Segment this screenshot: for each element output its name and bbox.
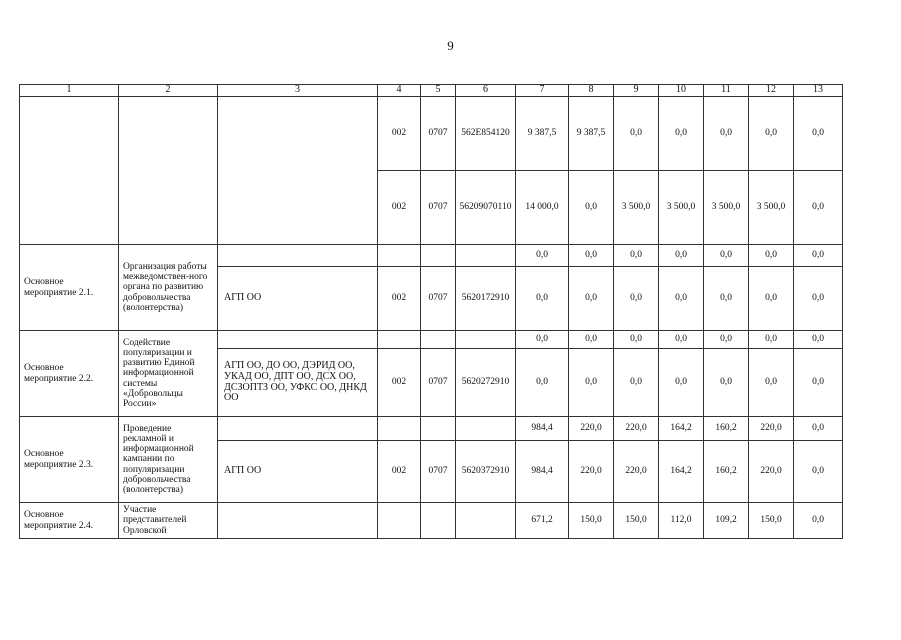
value-cell: 164,2 [659,441,704,503]
value-cell: 112,0 [659,503,704,539]
value-cell: 220,0 [569,417,614,441]
rz-cell: 0707 [421,267,456,331]
column-header: 4 [378,85,421,97]
empty-cell [421,417,456,441]
page-number: 9 [447,38,454,53]
value-cell: 0,0 [794,417,843,441]
empty-cell [378,417,421,441]
value-cell: 0,0 [659,331,704,349]
value-cell: 0,0 [659,267,704,331]
measure-description: Проведение рекламной и информационной кампании по популяризации добровольчества (волонтерства) [119,417,218,503]
column-header: 11 [704,85,749,97]
column-header: 9 [614,85,659,97]
value-cell: 150,0 [614,503,659,539]
value-cell: 984,4 [516,417,569,441]
value-cell: 0,0 [794,267,843,331]
empty-cell [421,245,456,267]
value-cell: 0,0 [794,171,843,245]
value-cell: 160,2 [704,441,749,503]
empty-cell [421,503,456,539]
value-cell: 9 387,5 [516,97,569,171]
csr-cell: 5620272910 [456,349,516,417]
value-cell: 0,0 [794,503,843,539]
value-cell: 0,0 [614,349,659,417]
empty-cell [378,503,421,539]
value-cell: 0,0 [749,245,794,267]
value-cell: 0,0 [516,349,569,417]
value-cell: 220,0 [749,441,794,503]
column-number-row [20,85,843,97]
table-row [20,97,843,171]
measure-label: Основное мероприятие 2.1. [20,245,119,331]
empty-cell [456,503,516,539]
value-cell: 160,2 [704,417,749,441]
executor-cell: АГП ОО [218,441,378,503]
column-header: 7 [516,85,569,97]
measure-description: Содействие популяризации и развитию Единой информационной системы «Добровольцы России» [119,331,218,417]
measure-total-row [20,503,843,539]
measure-description: Участие представителей Орловской [119,503,218,539]
measure-label: Основное мероприятие 2.3. [20,417,119,503]
empty-cell [456,245,516,267]
grbs-cell: 002 [378,441,421,503]
rz-cell: 0707 [421,441,456,503]
value-cell: 984,4 [516,441,569,503]
measure-description: Организация работы межведомствен-ного органа по развитию добровольчества (волонтерства) [119,245,218,331]
value-cell: 0,0 [614,267,659,331]
grbs-cell: 002 [378,349,421,417]
value-cell: 0,0 [704,349,749,417]
column-header: 10 [659,85,704,97]
value-cell: 0,0 [704,97,749,171]
value-cell: 3 500,0 [749,171,794,245]
value-cell: 0,0 [516,267,569,331]
csr-cell: 5620372910 [456,441,516,503]
csr-cell: 562E854120 [456,97,516,171]
value-cell: 0,0 [659,245,704,267]
value-cell: 0,0 [749,331,794,349]
empty-cell [218,97,378,245]
empty-cell [378,331,421,349]
value-cell: 9 387,5 [569,97,614,171]
empty-cell [218,245,378,267]
value-cell: 0,0 [659,349,704,417]
column-header: 13 [794,85,843,97]
value-cell: 220,0 [749,417,794,441]
value-cell: 0,0 [659,97,704,171]
column-header: 5 [421,85,456,97]
empty-cell [218,503,378,539]
column-header: 3 [218,85,378,97]
value-cell: 14 000,0 [516,171,569,245]
value-cell: 0,0 [794,245,843,267]
grbs-cell: 002 [378,97,421,171]
measure-total-row [20,331,843,349]
rz-cell: 0707 [421,97,456,171]
value-cell: 0,0 [569,331,614,349]
empty-cell [456,331,516,349]
value-cell: 220,0 [569,441,614,503]
value-cell: 0,0 [569,245,614,267]
value-cell: 0,0 [794,441,843,503]
value-cell: 0,0 [704,331,749,349]
value-cell: 0,0 [749,97,794,171]
value-cell: 150,0 [749,503,794,539]
value-cell: 0,0 [614,245,659,267]
value-cell: 0,0 [794,331,843,349]
value-cell: 164,2 [659,417,704,441]
executor-cell: АГП ОО [218,267,378,331]
empty-cell [378,245,421,267]
rz-cell: 0707 [421,349,456,417]
value-cell: 0,0 [569,267,614,331]
value-cell: 150,0 [569,503,614,539]
value-cell: 0,0 [749,267,794,331]
measure-label: Основное мероприятие 2.4. [20,503,119,539]
empty-cell [456,417,516,441]
empty-cell [421,331,456,349]
measure-label: Основное мероприятие 2.2. [20,331,119,417]
value-cell: 3 500,0 [614,171,659,245]
empty-cell [218,417,378,441]
empty-cell [218,331,378,349]
measure-total-row [20,245,843,267]
measure-total-row [20,417,843,441]
value-cell: 671,2 [516,503,569,539]
column-header: 6 [456,85,516,97]
value-cell: 109,2 [704,503,749,539]
value-cell: 0,0 [704,267,749,331]
value-cell: 0,0 [794,349,843,417]
value-cell: 0,0 [516,245,569,267]
column-header: 2 [119,85,218,97]
value-cell: 0,0 [614,331,659,349]
value-cell: 0,0 [516,331,569,349]
value-cell: 0,0 [569,171,614,245]
csr-cell: 5620172910 [456,267,516,331]
csr-cell: 56209070110 [456,171,516,245]
budget-table [19,84,843,539]
value-cell: 3 500,0 [659,171,704,245]
empty-cell [20,97,119,245]
grbs-cell: 002 [378,171,421,245]
column-header: 1 [20,85,119,97]
value-cell: 0,0 [794,97,843,171]
value-cell: 0,0 [569,349,614,417]
column-header: 12 [749,85,794,97]
value-cell: 220,0 [614,441,659,503]
grbs-cell: 002 [378,267,421,331]
value-cell: 220,0 [614,417,659,441]
executor-cell: АГП ОО, ДО ОО, ДЭРИД ОО, УКАД ОО, ДПТ ОО, ДСХ ОО, ДСЗОПТЗ ОО, УФКС ОО, ДНКД ОО [218,349,378,417]
value-cell: 0,0 [614,97,659,171]
column-header: 8 [569,85,614,97]
empty-cell [119,97,218,245]
value-cell: 0,0 [749,349,794,417]
value-cell: 0,0 [704,245,749,267]
value-cell: 3 500,0 [704,171,749,245]
rz-cell: 0707 [421,171,456,245]
